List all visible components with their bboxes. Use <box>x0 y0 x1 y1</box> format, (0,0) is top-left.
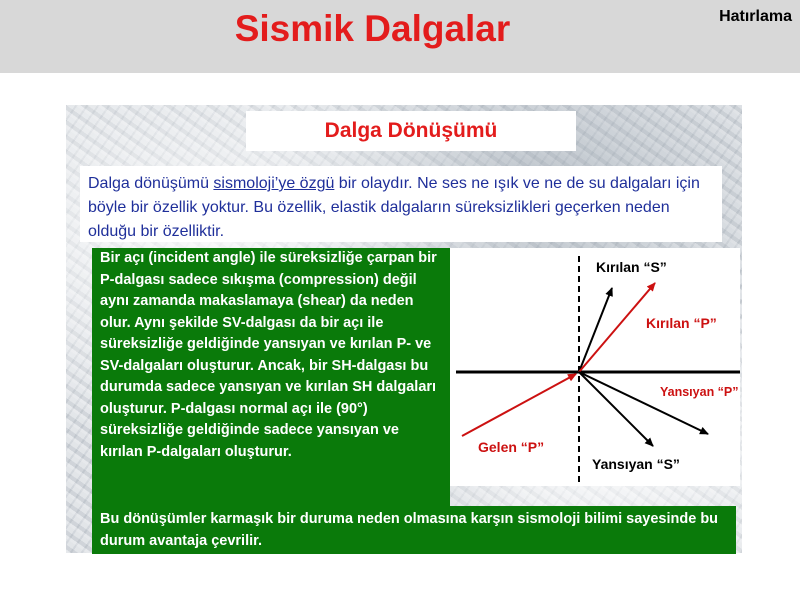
page-title: Sismik Dalgalar <box>234 8 511 49</box>
label-incident-p: Gelen “P” <box>478 439 545 455</box>
refracted-s-arrow <box>579 288 612 372</box>
intro-part-2: bir olaydır. Ne ses ne ışık ve ne de su dalgaları için böyle bir özellik yoktur. Bu özellik, elastik dalgaların süreksizlikleri geçerken neden olduğu bir özelliktir. <box>88 175 700 240</box>
conclusion-box <box>92 506 736 554</box>
conclusion-text: Bu dönüşümler karmaşık bir duruma neden olmasına karşın sismoloji bilimi sayesinde bu durum avantaja çevrilir. <box>100 511 719 549</box>
intro-paragraph <box>80 166 722 242</box>
label-refracted-s: Kırılan “S” <box>596 259 667 275</box>
diagram-svg <box>450 248 740 486</box>
label-reflected-s: Yansıyan “S” <box>592 456 680 472</box>
explanation-box <box>92 248 450 506</box>
slide-subtitle <box>246 111 576 151</box>
intro-part-1: Dalga dönüşümü <box>88 175 214 192</box>
section-tag: Hatırlama <box>719 8 792 25</box>
explanation-text: Bir açı (incident angle) ile süreksizliğe çarpan bir P-dalgası sadece sıkışma (compression) değil aynı zamanda makaslamaya (shear) da neden olur. Aynı şekilde SV-dalgası da bir açı ile süreksizliğe geldiğinde yansıyan ve kırılan P- ve SV-dalgaları oluşturur. Ancak, bir SH-dalgası bu durumda sadece yansıyan ve kırılan SH dalgaları oluşturur. P-dalgası normal açı ile (90°) süreksizliğe geldiğinde sadece yansıyan ve kırılan P-dalgaları oluşturur. <box>100 250 437 460</box>
incident-p-arrow <box>462 374 576 436</box>
reflected-s-arrow <box>579 372 653 446</box>
label-reflected-p: Yansıyan “P” <box>660 385 739 399</box>
header-bar <box>0 0 800 73</box>
wave-conversion-diagram <box>450 248 740 486</box>
intro-underlined-link[interactable]: sismoloji’ye özgü <box>213 175 335 192</box>
label-refracted-p: Kırılan “P” <box>646 315 717 331</box>
subtitle-text: Dalga Dönüşümü <box>324 119 498 142</box>
